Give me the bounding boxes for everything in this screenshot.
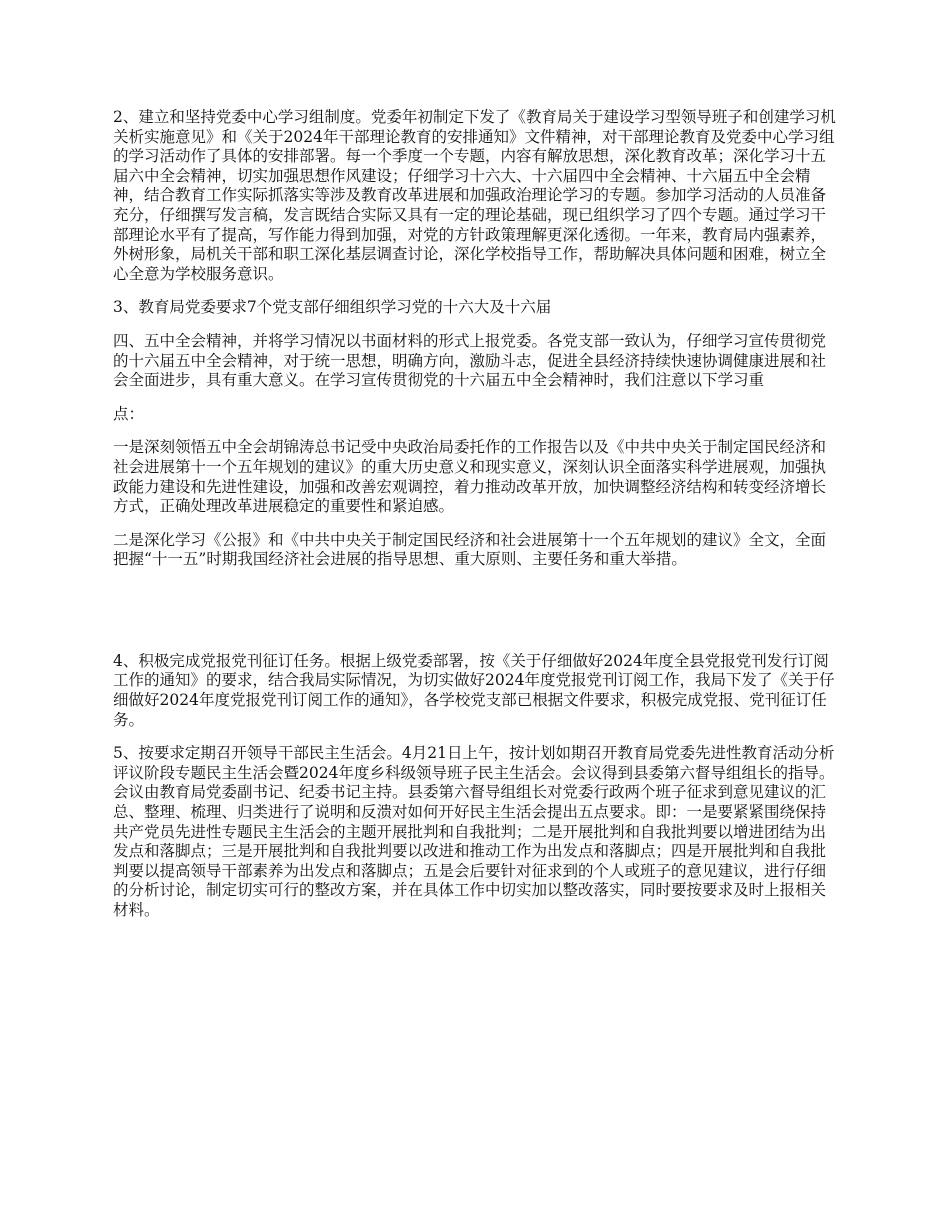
- paragraph-study-points-heading: 点：: [113, 404, 145, 423]
- blank-gap: [113, 584, 841, 652]
- document-page: [113, 108, 841, 935]
- paragraph-point-one: 一是深刻领悟五中全会胡锦涛总书记受中央政治局委托作的工作报告以及《中共中央关于制定国民经济和社会进展第十一个五年规划的建议》的重大历史意义和现实意义，深刻认识全面落实科学进展观，加强执政能力建设和先进性建设，加强和改善宏观调控，着力推动改革开放，加快调整经济结构和转变经济增长方式，正确处理改革进展稳定的重要性和紧迫感。: [113, 438, 827, 516]
- paragraph-newspaper-subscription: 4、积极完成党报党刊征订任务。根据上级党委部署，按《关于仔细做好2024年度全县党报党刊发行订阅工作的通知》的要求，结合我局实际情况，为切实做好2024年度党报党刊订阅工作，我局下发了《关于仔细做好2024年度党报党刊订阅工作的通知》，各学校党支部已根据文件要求，积极完成党报、党刊征订任务。: [113, 651, 835, 729]
- paragraph-point-two: 二是深化学习《公报》和《中共中央关于制定国民经济和社会进展第十一个五年规划的建议》全文，全面把握“十一五”时期我国经济社会进展的指导思想、重大原则、主要任务和重大举措。: [113, 530, 827, 569]
- paragraph-fifth-plenum-spirit: 四、五中全会精神，并将学习情况以书面材料的形式上报党委。各党支部一致认为，仔细学习宣传贯彻党的十六届五中全会精神，对于统一思想，明确方向，激励斗志，促进全县经济持续快速协调健康进展和社会全面进步，具有重大意义。在学习宣传贯彻党的十六届五中全会精神时，我们注意以下学习重: [113, 331, 827, 390]
- paragraph-study-group-system: 2、建立和坚持党委中心学习组制度。党委年初制定下发了《教育局关于建设学习型领导班子和创建学习机关析实施意见》和《关于2024年干部理论教育的安排通知》文件精神，对干部理论教育及党委中心学习组的学习活动作了具体的安排部署。每一个季度一个专题，内容有解放思想，深化教育改革；深化学习十五届六中全会精神，切实加强思想作风建设；仔细学习十六大、十六届四中全会精神、十六届五中全会精神，结合教育工作实际抓落实等涉及教育改革进展和加强政治理论学习的专题。参加学习活动的人员准备充分，仔细撰写发言稿，发言既结合实际又具有一定的理论基础，现已组织学习了四个专题。通过学习干部理论水平有了提高，写作能力得到加强，对党的方针政策理解更深化透彻。一年来，教育局内强素养，外树形象，局机关干部和职工深化基层调查讨论，深化学校指导工作，帮助解决具体问题和困难，树立全心全意为学校服务意识。: [113, 108, 836, 283]
- paragraph-party-branch-study: 3、教育局党委要求7个党支部仔细组织学习党的十六大及十六届: [113, 298, 552, 317]
- paragraph-democratic-life-meeting: 5、按要求定期召开领导干部民主生活会。4月21日上午，按计划如期召开教育局党委先进性教育活动分析评议阶段专题民主生活会暨2024年度乡科级领导班子民主生活会。会议得到县委第六督导组组长的指导。会议由教育局党委副书记、纪委书记主持。县委第六督导组组长对党委行政两个班子征求到意见建议的汇总、整理、梳理、归类进行了说明和反溃对如何开好民主生活会提出五点要求。即：一是要紧紧围绕保持共产党员先进性专题民主生活会的主题开展批判和自我批判；二是开展批判和自我批判要以增进团结为出发点和落脚点；三是开展批判和自我批判要以改进和推动工作为出发点和落脚点；四是开展批判和自我批判要以提高领导干部素养为出发点和落脚点；五是会后要针对征求到的个人或班子的意见建议，进行仔细的分析讨论，制定切实可行的整改方案，并在具体工作中切实加以整改落实，同时要按要求及时上报相关材料。: [113, 744, 835, 919]
